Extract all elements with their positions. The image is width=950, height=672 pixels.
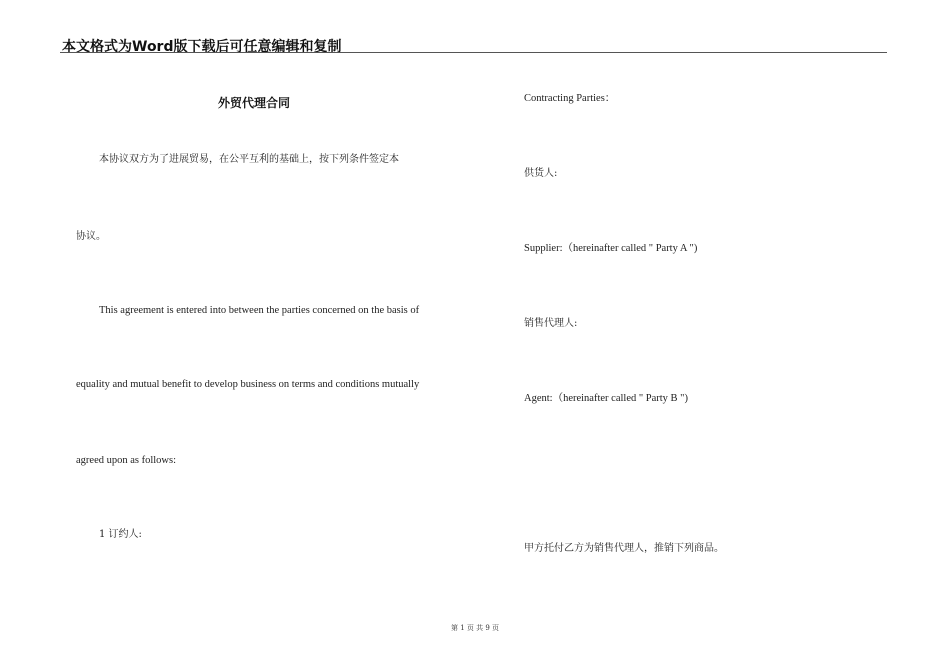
left-paragraph-2: 协议。 (76, 231, 106, 242)
right-paragraph-6: 甲方托付乙方为销售代理人，推销下列商品。 (524, 543, 724, 554)
left-paragraph-4: equality and mutual benefit to develop business on terms and conditions mutually (76, 379, 420, 390)
left-paragraph-6: 1 订约人: (99, 529, 142, 540)
right-paragraph-4: 销售代理人: (524, 318, 578, 329)
page-footer: 第 1 页 共 9 页 (450, 624, 500, 632)
header-divider (60, 52, 887, 53)
right-paragraph-1: Contracting Parties： (524, 93, 616, 104)
page-header: 本文格式为Word版下载后可任意编辑和复制 (62, 39, 342, 55)
left-paragraph-3: This agreement is entered into between the parties concerned on the basis of (99, 305, 420, 316)
left-paragraph-5: agreed upon as follows: (76, 455, 177, 466)
right-paragraph-2: 供货人: (524, 168, 558, 179)
right-paragraph-5: Agent:（hereinafter called " Party B ") (524, 393, 688, 404)
left-paragraph-1: 本协议双方为了进展贸易，在公平互利的基础上，按下列条件签定本 (99, 154, 399, 165)
document-title: 外贸代理合同 (218, 96, 291, 110)
right-paragraph-3: Supplier:（hereinafter called " Party A ") (524, 243, 698, 254)
